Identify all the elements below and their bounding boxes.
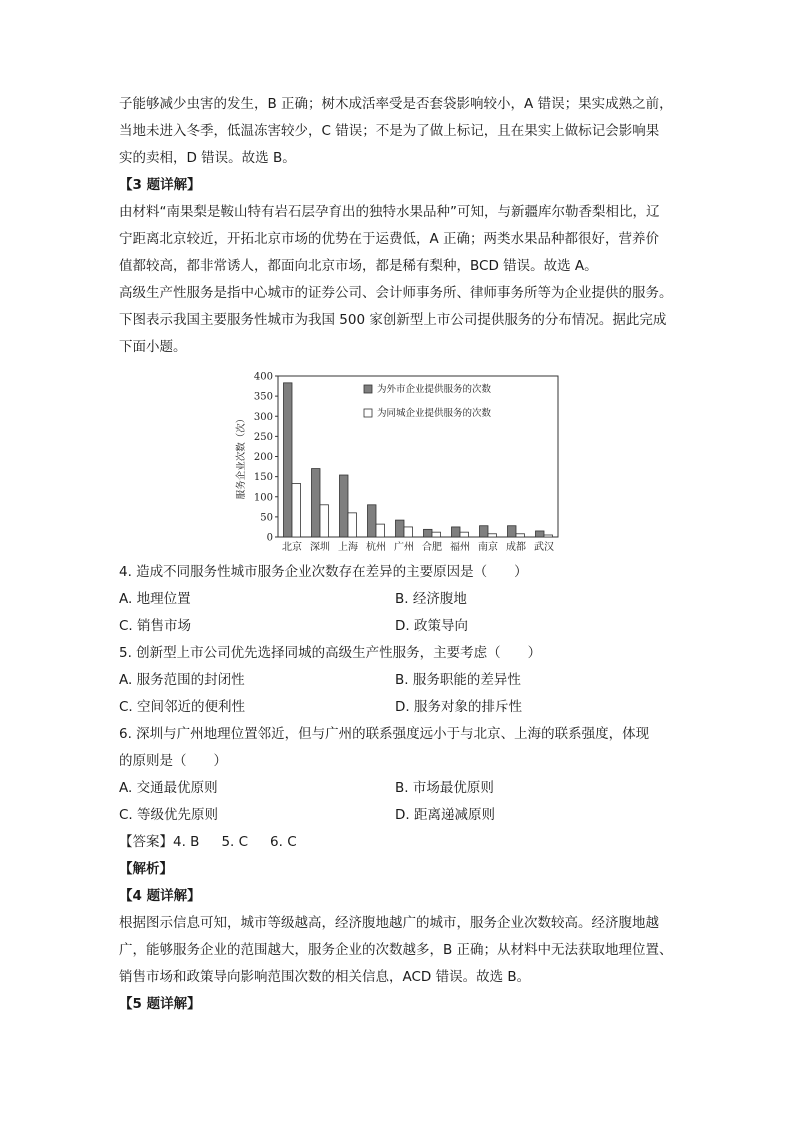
legend-swatch-local <box>364 409 372 417</box>
bar-outside <box>480 526 489 537</box>
paragraph-line: 下面小题。 <box>119 339 187 355</box>
x-tick-label: 广州 <box>394 542 414 553</box>
paragraph-line: 高级生产性服务是指中心城市的证券公司、会计师事务所、律师事务所等为企业提供的服务。 <box>119 285 673 301</box>
bar-outside <box>508 526 517 537</box>
q4-stem: 4. 造成不同服务性城市服务企业次数存在差异的主要原因是（ ） <box>119 564 528 580</box>
paragraph-line: 根据图示信息可知，城市等级越高，经济腹地越广的城市，服务企业次数较高。经济腹地越 <box>119 915 659 931</box>
bar-outside <box>340 475 349 537</box>
bar-outside <box>396 520 405 537</box>
bar-chart <box>232 368 564 562</box>
q6-stem-line: 的原则是（ ） <box>119 753 227 769</box>
q4-options-row-2 <box>119 613 679 640</box>
q5-option-a[interactable]: A. 服务范围的封闭性 <box>119 672 245 688</box>
q4-option-d[interactable]: D. 政策导向 <box>395 618 468 634</box>
q6-options-row-1 <box>119 775 679 802</box>
bar-outside <box>424 529 433 537</box>
q5-stem: 5. 创新型上市公司优先选择同城的高级生产性服务，主要考虑（ ） <box>119 645 542 661</box>
bar-local <box>348 513 357 537</box>
y-tick-label: 400 <box>253 371 273 383</box>
x-tick-label: 武汉 <box>534 542 554 553</box>
text-block-top <box>119 91 679 361</box>
q6-option-a[interactable]: A. 交通最优原则 <box>119 780 218 796</box>
paragraph-line: 广，能够服务企业的范围越大，服务企业的次数越多，B 正确；从材料中无法获取地理位置、 <box>119 942 673 958</box>
q6-option-b[interactable]: B. 市场最优原则 <box>395 780 494 796</box>
x-tick-label: 南京 <box>478 542 498 553</box>
bar-local <box>320 505 329 537</box>
x-tick-label: 成都 <box>506 542 526 553</box>
y-axis-label: 服务企业次数（次） <box>236 413 247 500</box>
q5-options-row-1 <box>119 667 679 694</box>
q5-option-c[interactable]: C. 空间邻近的便利性 <box>119 699 246 715</box>
bar-local <box>432 532 441 537</box>
bar-local <box>544 535 553 537</box>
q4-heading: 【4 题详解】 <box>119 888 201 904</box>
bar-local <box>292 483 301 537</box>
x-tick-label: 杭州 <box>366 542 386 553</box>
bar-outside <box>368 505 377 537</box>
y-tick-label: 100 <box>253 492 273 504</box>
paragraph-line: 由材料“南果梨是鞍山特有岩石层孕育出的独特水果品种”可知，与新疆库尔勒香梨相比，辽 <box>119 204 660 220</box>
bar-outside <box>452 527 461 537</box>
paragraph-line: 当地未进入冬季，低温冻害较少，C 错误；不是为了做上标记，且在果实上做标记会影响果 <box>119 123 660 139</box>
q4-options-row-1 <box>119 586 679 613</box>
paragraph-line: 宁距离北京较近，开拓北京市场的优势在于运费低，A 正确；两类水果品种都很好，营养价 <box>119 231 660 247</box>
paragraph-line: 实的卖相，D 错误。故选 B。 <box>119 150 296 166</box>
legend-swatch-outside <box>364 385 372 393</box>
bar-local <box>488 534 497 537</box>
bar-local <box>516 534 525 537</box>
y-tick-label: 50 <box>260 512 273 524</box>
q5-heading: 【5 题详解】 <box>119 996 201 1012</box>
answer-item: 4. B <box>173 834 200 850</box>
q6-options-row-2 <box>119 802 679 829</box>
q3-heading: 【3 题详解】 <box>119 177 201 193</box>
bar-outside <box>536 531 545 537</box>
analysis-heading: 【解析】 <box>119 861 173 877</box>
bar-outside <box>284 383 293 537</box>
bar-chart-svg <box>232 368 564 558</box>
paragraph-line: 值都较高，都非常诱人，都面向北京市场，都是稀有梨种，BCD 错误。故选 A。 <box>119 258 598 274</box>
legend-label-local: 为同城企业提供服务的次数 <box>377 408 492 419</box>
q4-option-a[interactable]: A. 地理位置 <box>119 591 191 607</box>
y-tick-label: 350 <box>253 391 273 403</box>
q4-option-c[interactable]: C. 销售市场 <box>119 618 192 634</box>
q5-option-d[interactable]: D. 服务对象的排斥性 <box>395 699 522 715</box>
q4-option-b[interactable]: B. 经济腹地 <box>395 591 467 607</box>
bar-local <box>404 527 413 537</box>
q6-option-c[interactable]: C. 等级优先原则 <box>119 807 219 823</box>
x-tick-label: 上海 <box>338 542 358 553</box>
answer-label: 【答案】 <box>119 834 173 850</box>
q5-option-b[interactable]: B. 服务职能的差异性 <box>395 672 521 688</box>
y-tick-label: 250 <box>253 431 273 443</box>
paragraph-line: 下图表示我国主要服务性城市为我国 500 家创新型上市公司提供服务的分布情况。据此完成 <box>119 312 667 328</box>
q6-option-d[interactable]: D. 距离递减原则 <box>395 807 495 823</box>
q5-options-row-2 <box>119 694 679 721</box>
bar-local <box>460 532 469 537</box>
y-tick-label: 200 <box>253 452 273 463</box>
y-tick-label: 150 <box>253 472 273 484</box>
answer-line <box>119 829 679 856</box>
answer-item: 5. C <box>221 834 249 850</box>
q6-stem-line: 6. 深圳与广州地理位置邻近，但与广州的联系强度远小于与北京、上海的联系强度，体现 <box>119 726 650 742</box>
bar-outside <box>312 469 321 537</box>
question-block <box>119 559 679 1018</box>
bar-local <box>376 524 385 537</box>
paragraph-line: 销售市场和政策导向影响范围次数的相关信息，ACD 错误。故选 B。 <box>119 969 531 985</box>
y-tick-label: 0 <box>266 532 273 544</box>
answer-item: 6. C <box>270 834 297 850</box>
x-tick-label: 北京 <box>282 542 302 553</box>
legend-label-outside: 为外市企业提供服务的次数 <box>377 384 492 395</box>
paragraph-line: 子能够减少虫害的发生，B 正确；树木成活率受是否套袋影响较小，A 错误；果实成熟之前， <box>119 96 673 112</box>
x-tick-label: 深圳 <box>310 542 330 553</box>
x-tick-label: 合肥 <box>422 542 442 553</box>
y-tick-label: 300 <box>253 411 273 423</box>
x-tick-label: 福州 <box>450 542 470 553</box>
